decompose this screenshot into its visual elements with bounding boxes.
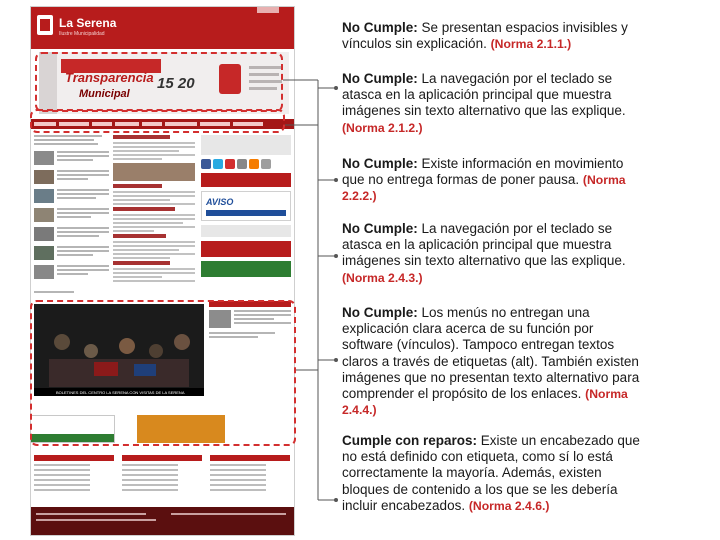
annotation-text: Existe información en movimiento que no entrega formas de poner pausa. xyxy=(342,156,624,188)
annotation-lead: No Cumple: xyxy=(342,221,418,236)
annotation-norm: (Norma 2.4.4.) xyxy=(342,387,628,418)
annotation-1 xyxy=(342,20,642,52)
site-tagline: Ilustre Municipalidad xyxy=(59,31,105,37)
annotation-3 xyxy=(342,156,642,205)
annotation-text: Se presentan espacios invisibles y vínculos sin explicación. xyxy=(342,20,628,52)
banner-title: Transparencia xyxy=(65,70,154,85)
annotation-text: La navegación por el teclado se atasca en la aplicación principal que muestra imágenes sin texto alternativo que las explique. xyxy=(342,221,626,269)
annotation-4 xyxy=(342,221,642,286)
annotation-6 xyxy=(342,433,642,514)
photo-caption: BOLETINES DEL CENTRO LA SERENA CON VISITAS DE LA SERENA xyxy=(56,390,185,395)
annotation-lead: No Cumple: xyxy=(342,20,418,35)
annotation-norm: (Norma 2.4.3.) xyxy=(342,270,423,285)
annotation-text: Los menús no entregan una explicación clara acerca de su función por software (vínculos). Tampoco entregan textos claros a través de etiquetas (alt). También existen imágenes que no presentan texto alternativo para comprender el propósito de los enlaces. xyxy=(342,305,640,402)
annotation-5 xyxy=(342,305,642,418)
annotation-lead: No Cumple: xyxy=(342,305,418,320)
banner-number: 15 20 xyxy=(157,75,195,92)
annotation-norm: (Norma 2.1.2.) xyxy=(342,120,423,135)
annotation-lead: No Cumple: xyxy=(342,71,418,86)
annotation-lead: Cumple con reparos: xyxy=(342,433,478,448)
annotation-lead: No Cumple: xyxy=(342,156,418,171)
annotation-norm: (Norma 2.4.6.) xyxy=(468,498,550,513)
aviso-label: AVISO xyxy=(206,197,234,207)
annotation-norm: (Norma 2.1.1.) xyxy=(490,37,572,52)
site-name: La Serena xyxy=(59,16,117,30)
annotation-norm: (Norma 2.2.2.) xyxy=(342,173,626,204)
annotation-2 xyxy=(342,71,642,136)
banner-subtitle: Municipal xyxy=(79,88,130,100)
annotation-text: Existe un encabezado que no está definido con etiqueta, como sí lo está correctamente la mayoría. Además, existen bloques de contenido a los que se les debería incluir encabezados. xyxy=(342,433,640,513)
annotation-text: La navegación por el teclado se atasca en la aplicación principal que muestra imágenes sin texto alternativo que las explique. xyxy=(342,71,626,119)
